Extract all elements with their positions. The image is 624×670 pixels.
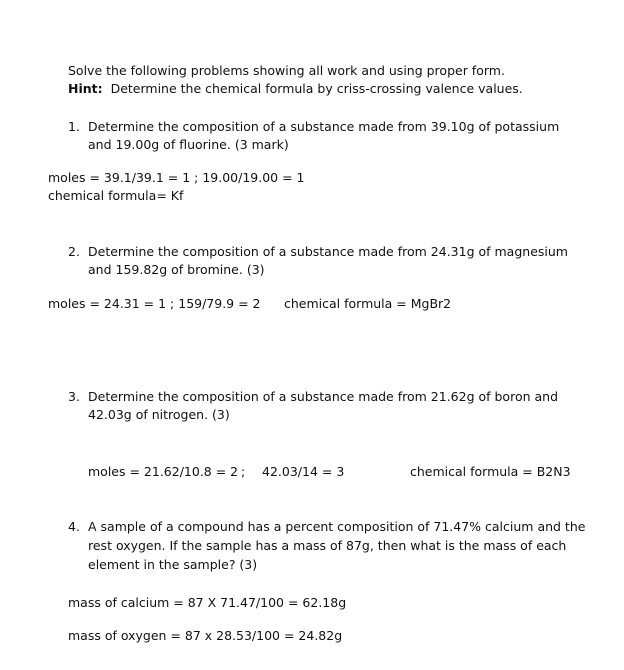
question-3-number: 3.: [68, 389, 80, 404]
question-4-text-line3: element in the sample? (3): [88, 557, 258, 572]
question-2-text-line2: and 159.82g of bromine. (3): [88, 262, 265, 277]
question-1-text-line1: Determine the composition of a substance made from 39.10g of potassium: [88, 119, 560, 134]
question-3-text-line1: Determine the composition of a substance made from 21.62g of boron and: [88, 389, 559, 404]
question-3-text-line2: 42.03g of nitrogen. (3): [88, 407, 230, 422]
question-4-text-line1: A sample of a compound has a percent composition of 71.47% calcium and the: [88, 519, 586, 534]
question-1-text-line2: and 19.00g of fluorine. (3 mark): [88, 137, 289, 152]
answer-1-moles: moles = 39.1/39.1 = 1 ; 19.00/19.00 = 1: [48, 170, 305, 185]
hint-label: Hint:: [68, 81, 103, 96]
question-2-number: 2.: [68, 244, 80, 259]
hint-text: Determine the chemical formula by criss-crossing valence values.: [110, 81, 523, 96]
instructions-text: Solve the following problems showing all work and using proper form.: [68, 63, 505, 78]
answer-3-separator: ;: [241, 464, 246, 479]
answer-4-calcium: mass of calcium = 87 X 71.47/100 = 62.18g: [68, 595, 347, 610]
answer-3-moles-nitrogen: 42.03/14 = 3: [262, 464, 345, 479]
answer-1-formula: chemical formula= Kf: [48, 188, 184, 203]
answer-4-oxygen: mass of oxygen = 87 x 28.53/100 = 24.82g: [68, 628, 343, 643]
answer-3-formula: chemical formula = B2N3: [410, 464, 571, 479]
question-1-number: 1.: [68, 119, 80, 134]
answer-3-moles-boron: moles = 21.62/10.8 = 2: [88, 464, 239, 479]
answer-2-moles: moles = 24.31 = 1 ; 159/79.9 = 2: [48, 296, 261, 311]
question-4-number: 4.: [68, 519, 80, 534]
question-4-text-line2: rest oxygen. If the sample has a mass of 87g, then what is the mass of each: [88, 538, 567, 553]
answer-2-formula: chemical formula = MgBr2: [284, 296, 452, 311]
hint-line: [68, 80, 523, 98]
question-2-text-line1: Determine the composition of a substance made from 24.31g of magnesium: [88, 244, 568, 259]
